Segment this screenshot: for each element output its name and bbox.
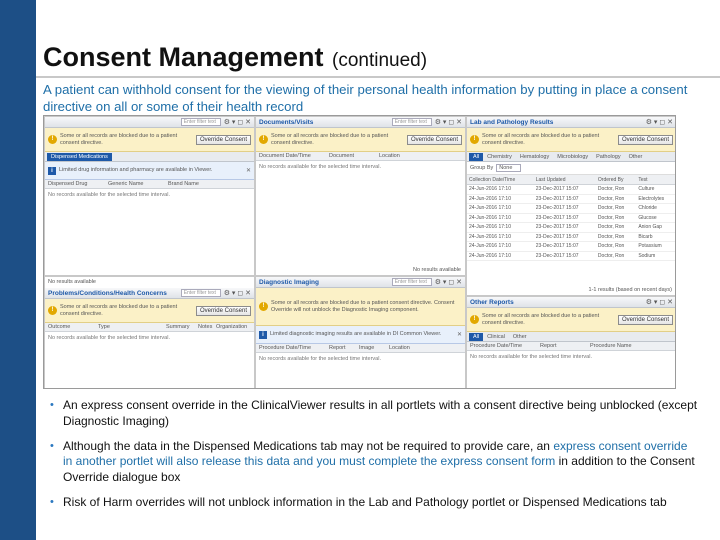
- column-header[interactable]: Image: [359, 345, 375, 351]
- warning-icon: !: [48, 306, 57, 315]
- grid-header: [256, 152, 465, 161]
- table-cell: 23-Dec-2017 15:07: [534, 185, 596, 195]
- column-header[interactable]: Ordered By: [596, 175, 636, 185]
- results-status: No results available: [48, 279, 96, 285]
- portlet-tools[interactable]: ⚙ ▾ ◻ ✕: [223, 119, 251, 126]
- column-header[interactable]: Report: [329, 345, 346, 351]
- group-by-label: Group By: [470, 165, 494, 171]
- portlet-header: [45, 117, 254, 128]
- column-header[interactable]: Procedure Name: [590, 343, 632, 349]
- portlet-tools[interactable]: ⚙ ▾ ◻ ✕: [645, 299, 673, 306]
- bullet-text: An express consent override in the ClinicalViewer results in all portlets with a consent directive being unblocked (except Diagnostic Imaging): [63, 398, 698, 428]
- warning-text: Some or all records are blocked due to a patient consent directive.: [482, 313, 600, 326]
- consent-warning: [467, 128, 676, 152]
- table-cell: 23-Dec-2017 15:07: [534, 232, 596, 242]
- portlet-header: [467, 117, 676, 128]
- filter-input[interactable]: Enter filter text: [181, 289, 221, 297]
- table-cell: Bicarb: [636, 232, 676, 242]
- table-cell: Doctor, Ron: [596, 232, 636, 242]
- tab-hematology[interactable]: Hematology: [519, 154, 550, 160]
- portlet-dispensed-medications: [44, 116, 255, 276]
- tab-bar: [467, 152, 676, 162]
- info-text: Limited drug information and pharmacy are available in Viewer.: [59, 167, 213, 174]
- column-header[interactable]: Document Date/Time: [259, 153, 311, 159]
- portlet-lab-pathology: [466, 116, 676, 296]
- grid-header: [467, 342, 676, 351]
- grid-header: [45, 180, 254, 189]
- info-banner: [256, 326, 465, 344]
- table-cell: 23-Dec-2017 15:07: [534, 223, 596, 233]
- close-icon[interactable]: ✕: [245, 168, 251, 174]
- table-row[interactable]: [467, 204, 676, 214]
- warning-icon: !: [259, 135, 268, 144]
- table-cell: Doctor, Ron: [596, 223, 636, 233]
- column-header[interactable]: Location: [379, 153, 400, 159]
- consent-warning: [45, 128, 254, 152]
- intro-text: A patient can withhold consent for the viewing of their personal health information by putting in place a consent directive on all or some of their health record: [43, 82, 688, 114]
- column-header[interactable]: Procedure Date/Time: [470, 343, 523, 349]
- warning-icon: !: [470, 315, 479, 324]
- override-consent-button[interactable]: Override Consent: [196, 306, 251, 316]
- portlet-tools[interactable]: ⚙ ▾ ◻ ✕: [223, 290, 251, 297]
- portlet-title: Documents/Visits: [259, 118, 314, 126]
- table-cell: Doctor, Ron: [596, 213, 636, 223]
- column-header[interactable]: Brand Name: [168, 181, 199, 187]
- table-cell: Sodium: [636, 251, 676, 261]
- table-row[interactable]: [467, 185, 676, 195]
- table-cell: Doctor, Ron: [596, 194, 636, 204]
- empty-message: No records available for the selected time interval.: [470, 354, 592, 360]
- title-main: Consent Management: [43, 42, 324, 72]
- warning-icon: !: [259, 302, 268, 311]
- table-cell: 24-Jun-2016 17:10: [467, 232, 534, 242]
- portlet-problems: [44, 276, 255, 389]
- title-divider: [36, 76, 720, 78]
- table-cell: 24-Jun-2016 17:10: [467, 242, 534, 252]
- tab-bar: [467, 332, 676, 342]
- results-status: No results available: [413, 267, 461, 273]
- table-row[interactable]: [467, 242, 676, 252]
- warning-text: Some or all records are blocked due to a patient consent directive.: [60, 133, 178, 146]
- consent-warning: [256, 288, 465, 326]
- table-row[interactable]: [467, 232, 676, 242]
- slide-title: [43, 42, 427, 73]
- override-consent-button[interactable]: Override Consent: [196, 135, 251, 145]
- lab-results-table: [467, 175, 676, 261]
- table-cell: Electrolytes: [636, 194, 676, 204]
- tab-all[interactable]: All: [469, 333, 483, 341]
- filter-input[interactable]: Enter filter text: [181, 118, 221, 126]
- bullet-text: Although the data in the Dispensed Medications tab may not be required to provide care, an: [63, 438, 554, 453]
- empty-message: No records available for the selected time interval.: [259, 164, 381, 170]
- table-row[interactable]: [467, 251, 676, 261]
- consent-warning: [45, 299, 254, 323]
- info-icon: i: [259, 331, 267, 339]
- info-icon: i: [48, 167, 56, 175]
- filter-input[interactable]: Enter filter text: [392, 278, 432, 286]
- table-cell: 23-Dec-2017 15:07: [534, 213, 596, 223]
- table-row[interactable]: [467, 194, 676, 204]
- bullet-item: [50, 439, 700, 486]
- bullet-text: in addition to the Consent Override dialogue box: [63, 454, 695, 485]
- grid-header: [45, 323, 254, 332]
- warning-icon: !: [470, 135, 479, 144]
- empty-message: No records available for the selected time interval.: [259, 356, 381, 362]
- portlet-header: [45, 288, 254, 299]
- portlet-other-reports: [466, 296, 676, 389]
- table-cell: Doctor, Ron: [596, 242, 636, 252]
- portlet-tools[interactable]: ⚙ ▾ ◻ ✕: [434, 279, 462, 286]
- portlet-tools[interactable]: ⚙ ▾ ◻ ✕: [645, 119, 673, 126]
- portlet-title: Diagnostic Imaging: [259, 278, 319, 286]
- warning-text: Some or all records are blocked due to a patient consent directive. Consent Override will not unblock the Diagnostic Imaging component.: [271, 300, 455, 313]
- table-row[interactable]: [467, 223, 676, 233]
- column-header[interactable]: Summary: [166, 324, 190, 330]
- column-header[interactable]: Test: [636, 175, 676, 185]
- group-by-row: [467, 162, 676, 175]
- table-cell: 24-Jun-2016 17:10: [467, 251, 534, 261]
- bullet-highlight: express consent override in another portlet will also release this data and you must complete the express consent form: [63, 438, 688, 469]
- table-cell: 23-Dec-2017 15:07: [534, 194, 596, 204]
- column-header[interactable]: Dispensed Drug: [48, 181, 88, 187]
- portlet-header: [256, 277, 465, 288]
- warning-text: Some or all records are blocked due to a patient consent directive.: [482, 133, 600, 146]
- filter-input[interactable]: Enter filter text: [392, 118, 432, 126]
- tab-other[interactable]: Other: [512, 334, 527, 340]
- clinical-viewer-screenshot: [43, 115, 676, 389]
- table-cell: Doctor, Ron: [596, 185, 636, 195]
- table-cell: Chloride: [636, 204, 676, 214]
- portlet-header: [467, 297, 676, 308]
- tab-pathology[interactable]: Pathology: [596, 154, 621, 160]
- tab-dispensed-medications[interactable]: Dispensed Medications: [47, 153, 112, 161]
- portlet-title: Lab and Pathology Results: [470, 118, 554, 126]
- info-text: Limited diagnostic imaging results are available in DI Common Viewer.: [270, 331, 442, 338]
- warning-text: Some or all records are blocked due to a patient consent directive.: [271, 133, 389, 146]
- column-header[interactable]: Document: [329, 153, 355, 159]
- bullet-text: Risk of Harm overrides will not unblock information in the Lab and Pathology portlet or Dispensed Medications tab: [63, 494, 667, 509]
- table-cell: Anion Gap: [636, 223, 676, 233]
- column-header[interactable]: Type: [98, 324, 110, 330]
- override-consent-button[interactable]: Override Consent: [618, 315, 673, 325]
- portlet-title: Other Reports: [470, 298, 514, 306]
- bullet-item: [50, 495, 700, 511]
- warning-icon: !: [48, 135, 57, 144]
- table-cell: Potassium: [636, 242, 676, 252]
- table-cell: 23-Dec-2017 15:07: [534, 251, 596, 261]
- tab-microbiology[interactable]: Microbiology: [557, 154, 589, 160]
- override-consent-button[interactable]: Override Consent: [618, 135, 673, 145]
- column-header[interactable]: Outcome: [48, 324, 71, 330]
- portlet-header: [256, 117, 465, 128]
- bullet-item: [50, 398, 700, 430]
- table-cell: Glucose: [636, 213, 676, 223]
- empty-message: No records available for the selected time interval.: [48, 192, 170, 198]
- table-cell: 24-Jun-2016 17:10: [467, 223, 534, 233]
- column-header[interactable]: Notes: [198, 324, 213, 330]
- table-cell: Doctor, Ron: [596, 251, 636, 261]
- table-cell: 24-Jun-2016 17:10: [467, 194, 534, 204]
- table-cell: 24-Jun-2016 17:10: [467, 213, 534, 223]
- info-banner: [45, 162, 254, 180]
- column-header[interactable]: Location: [389, 345, 410, 351]
- table-header-row: [467, 175, 676, 185]
- consent-warning: [467, 308, 676, 332]
- group-by-select[interactable]: None: [496, 164, 521, 172]
- table-cell: 24-Jun-2016 17:10: [467, 204, 534, 214]
- accent-bar: [0, 0, 36, 540]
- portlet-tools[interactable]: ⚙ ▾ ◻ ✕: [434, 119, 462, 126]
- consent-warning: [256, 128, 465, 152]
- table-cell: 24-Jun-2016 17:10: [467, 185, 534, 195]
- column-header[interactable]: Procedure Date/Time: [259, 345, 312, 351]
- table-cell: 23-Dec-2017 15:07: [534, 204, 596, 214]
- override-consent-button[interactable]: Override Consent: [407, 135, 462, 145]
- table-cell: 23-Dec-2017 15:07: [534, 242, 596, 252]
- column-header[interactable]: Last Updated: [534, 175, 596, 185]
- column-header[interactable]: Organization: [216, 324, 248, 330]
- warning-text: Some or all records are blocked due to a patient consent directive.: [60, 304, 178, 317]
- column-header[interactable]: Report: [540, 343, 557, 349]
- tab-clinical[interactable]: Clinical: [487, 334, 505, 340]
- tab-chemistry[interactable]: Chemistry: [487, 154, 512, 160]
- column-header[interactable]: Collection Date/Time: [467, 175, 534, 185]
- title-sub: (continued): [332, 50, 428, 71]
- table-cell: Doctor, Ron: [596, 204, 636, 214]
- column-header[interactable]: Generic Name: [108, 181, 144, 187]
- close-icon[interactable]: ✕: [456, 332, 462, 338]
- portlet-diagnostic-imaging: [255, 276, 466, 389]
- grid-header: [256, 344, 465, 353]
- bullet-list: [50, 398, 700, 520]
- tab-other[interactable]: Other: [628, 154, 643, 160]
- portlet-documents: [255, 116, 466, 276]
- portlet-title: Problems/Conditions/Health Concerns: [48, 289, 167, 297]
- table-row[interactable]: [467, 213, 676, 223]
- results-status: 1-1 results (based on recent days): [588, 287, 672, 293]
- empty-message: No records available for the selected time interval.: [48, 335, 170, 341]
- tab-bar: [45, 152, 254, 162]
- table-cell: Culture: [636, 185, 676, 195]
- tab-all[interactable]: All: [469, 153, 483, 161]
